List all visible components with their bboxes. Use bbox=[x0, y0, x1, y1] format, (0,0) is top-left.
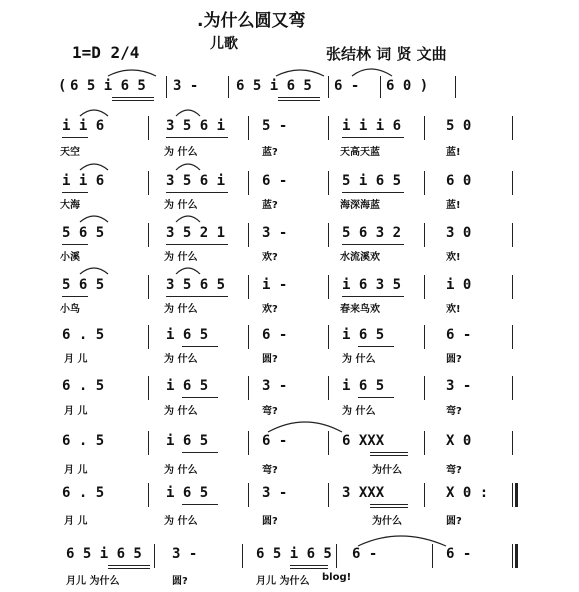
line-7-lyric-3: 弯? bbox=[262, 465, 278, 476]
line-8-measure-2: i 6 5 bbox=[166, 485, 209, 501]
line-4-measure-3: i - bbox=[262, 277, 288, 293]
line-3-measure-1: 5 6 5 bbox=[62, 225, 105, 241]
line-2-lyric-4: 海深海蓝 bbox=[340, 200, 380, 211]
line-5-measure-1: 6 . 5 bbox=[62, 327, 105, 343]
line-2-measure-4: 5 i 6 5 bbox=[342, 173, 402, 189]
song-genre: 儿歌 bbox=[210, 36, 238, 52]
line-5-lyric-3: 圆? bbox=[262, 354, 278, 365]
line-6-measure-5: 3 - bbox=[446, 378, 472, 394]
line-4-lyric-5: 欢! bbox=[446, 304, 461, 315]
line-1-lyric-1: 天空 bbox=[60, 147, 80, 158]
line-2-measure-5: 6 0 bbox=[446, 173, 472, 189]
song-title: .为什么圆又弯 bbox=[197, 11, 306, 31]
line-1-lyric-2: 为 什么 bbox=[164, 147, 198, 158]
line-3-lyric-3: 欢? bbox=[262, 252, 278, 263]
line-5-lyric-2: 为 什么 bbox=[164, 354, 198, 365]
line-8-lyric-1: 月 儿 bbox=[64, 516, 88, 527]
line-9-lyric-3: 月儿 为什么 bbox=[256, 576, 310, 587]
line-7-lyric-4: 为什么 bbox=[372, 465, 402, 476]
line-1-lyric-3: 蓝? bbox=[262, 147, 278, 158]
line-4-lyric-3: 欢? bbox=[262, 304, 278, 315]
line-6-lyric-4: 为 什么 bbox=[342, 406, 376, 417]
line-1-measure-5: 5 0 bbox=[446, 118, 472, 134]
line-3-lyric-1: 小溪 bbox=[60, 252, 80, 263]
line-3-measure-3: 3 - bbox=[262, 225, 288, 241]
line-9-lyric-1: 月儿 为什么 bbox=[66, 576, 120, 587]
line-7-lyric-2: 为 什么 bbox=[164, 465, 198, 476]
line-1-measure-2: 3 5 6 i bbox=[166, 118, 226, 134]
line-1-measure-4: i i i 6 bbox=[342, 118, 402, 134]
line-5-measure-3: 6 - bbox=[262, 327, 288, 343]
line-1-measure-3: 5 - bbox=[262, 118, 288, 134]
line-3-measure-5: 3 0 bbox=[446, 225, 472, 241]
line-4-measure-4: i 6 3 5 bbox=[342, 277, 402, 293]
line-2-measure-3: 6 - bbox=[262, 173, 288, 189]
slur-line-3-a bbox=[80, 216, 108, 222]
line-3-lyric-2: 为 什么 bbox=[164, 252, 198, 263]
line-4-lyric-2: 为 什么 bbox=[164, 304, 198, 315]
line-6-lyric-1: 月 儿 bbox=[64, 406, 88, 417]
line-7-measure-2: i 6 5 bbox=[166, 433, 209, 449]
line-5-measure-2: i 6 5 bbox=[166, 327, 209, 343]
line-5-lyric-5: 圆? bbox=[446, 354, 462, 365]
line-3-lyric-4: 水流溪欢 bbox=[340, 252, 380, 263]
line-6-measure-2: i 6 5 bbox=[166, 378, 209, 394]
slur-line-3-b bbox=[176, 216, 200, 222]
line-1-measure-1: i i 6 bbox=[62, 118, 105, 134]
line-8-measure-1: 6 . 5 bbox=[62, 485, 105, 501]
line-2-lyric-1: 大海 bbox=[60, 200, 80, 211]
slur-line-1-a bbox=[80, 110, 108, 116]
line-8-measure-4: 3 XXX bbox=[342, 485, 385, 501]
slur-intro-1 bbox=[108, 70, 156, 76]
line-5-measure-4: i 6 5 bbox=[342, 327, 385, 343]
line-2-lyric-5: 蓝! bbox=[446, 200, 461, 211]
slur-line-7 bbox=[268, 422, 342, 432]
line-7-measure-4: 6 XXX bbox=[342, 433, 385, 449]
intro-measure-3: 6 5 i 6 5 bbox=[236, 78, 312, 94]
line-9-lyric-2: 圆? bbox=[172, 576, 188, 587]
line-7-measure-1: 6 . 5 bbox=[62, 433, 105, 449]
line-1-lyric-4: 天高天蓝 bbox=[340, 147, 380, 158]
slur-line-2-a bbox=[80, 164, 108, 170]
intro-measure-2: 3 - bbox=[173, 78, 199, 94]
intro-measure-1: 6 5 i 6 5 bbox=[70, 78, 146, 94]
line-4-measure-2: 3 5 6 5 bbox=[166, 277, 226, 293]
line-8-lyric-3: 圆? bbox=[262, 516, 278, 527]
line-2-measure-2: 3 5 6 i bbox=[166, 173, 226, 189]
line-9-measure-4: 6 - bbox=[352, 546, 378, 562]
line-1-lyric-5: 蓝! bbox=[446, 147, 461, 158]
line-7-lyric-5: 弯? bbox=[446, 465, 462, 476]
line-6-measure-4: i 6 5 bbox=[342, 378, 385, 394]
line-3-measure-4: 5 6 3 2 bbox=[342, 225, 402, 241]
line-2-measure-1: i i 6 bbox=[62, 173, 105, 189]
line-2-lyric-2: 为 什么 bbox=[164, 200, 198, 211]
line-9-measure-1: 6 5 i 6 5 bbox=[66, 546, 142, 562]
slur-line-4-b bbox=[176, 268, 200, 274]
line-2-lyric-3: 蓝? bbox=[262, 200, 278, 211]
line-6-measure-1: 6 . 5 bbox=[62, 378, 105, 394]
line-3-lyric-5: 欢! bbox=[446, 252, 461, 263]
slur-intro-3 bbox=[352, 69, 392, 76]
slur-intro-2 bbox=[276, 70, 324, 76]
line-4-measure-5: i 0 bbox=[446, 277, 472, 293]
slur-line-9 bbox=[358, 536, 446, 546]
intro-measure-5: 6 0 ) bbox=[386, 78, 429, 94]
slur-line-4-a bbox=[80, 268, 108, 274]
line-8-measure-3: 3 - bbox=[262, 485, 288, 501]
intro-measure-4: 6 - bbox=[334, 78, 360, 94]
line-6-lyric-5: 弯? bbox=[446, 406, 462, 417]
line-4-measure-1: 5 6 5 bbox=[62, 277, 105, 293]
line-5-lyric-1: 月 儿 bbox=[64, 354, 88, 365]
line-7-measure-5: X 0 bbox=[446, 433, 472, 449]
line-3-measure-2: 3 5 2 1 bbox=[166, 225, 226, 241]
line-7-lyric-1: 月 儿 bbox=[64, 465, 88, 476]
line-9-measure-3: 6 5 i 6 5 bbox=[256, 546, 332, 562]
line-9-measure-2: 3 - bbox=[172, 546, 198, 562]
intro-open-paren: ( bbox=[58, 78, 67, 94]
line-5-measure-5: 6 - bbox=[446, 327, 472, 343]
line-8-lyric-5: 圆? bbox=[446, 516, 462, 527]
line-5-lyric-4: 为 什么 bbox=[342, 354, 376, 365]
line-8-lyric-2: 为 什么 bbox=[164, 516, 198, 527]
line-4-lyric-1: 小鸟 bbox=[60, 304, 80, 315]
key-signature: 1=D 2/4 bbox=[72, 43, 140, 62]
line-6-lyric-3: 弯? bbox=[262, 406, 278, 417]
line-4-lyric-4: 春来鸟欢 bbox=[340, 304, 380, 315]
line-9-measure-5: 6 - bbox=[446, 546, 472, 562]
line-8-lyric-4: 为什么 bbox=[372, 516, 402, 527]
line-6-lyric-2: 为 什么 bbox=[164, 406, 198, 417]
credits: 张结林 词 贤 文曲 bbox=[326, 45, 447, 63]
line-9-watermark: blog! bbox=[322, 572, 352, 583]
line-8-measure-5: X 0 : bbox=[446, 485, 489, 501]
line-6-measure-3: 3 - bbox=[262, 378, 288, 394]
slur-line-1-b bbox=[176, 110, 200, 116]
line-7-measure-3: 6 - bbox=[262, 433, 288, 449]
slur-line-2-b bbox=[176, 164, 200, 170]
